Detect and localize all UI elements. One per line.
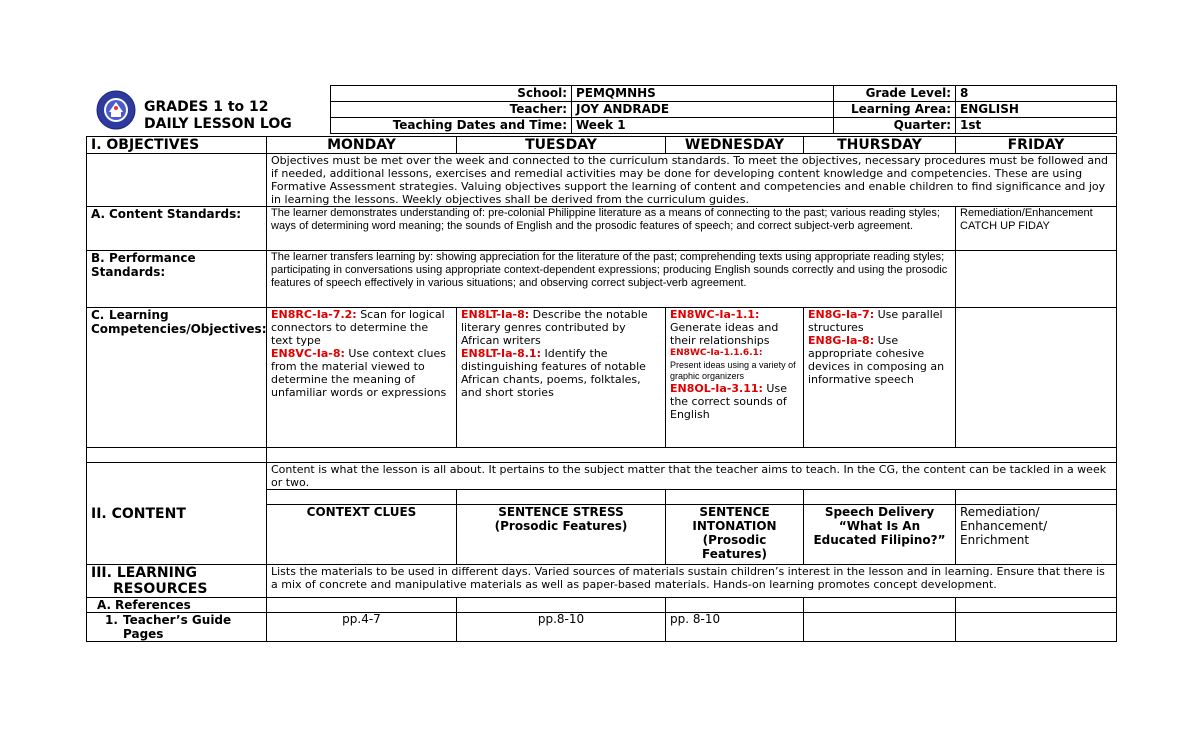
- learning-resources-description: Lists the materials to be used in different days. Varied sources of materials sustain children’s interest in the lesson and in learning. Ensure that there is a mix of concrete and manipulative materials as well as paper-based materials. Hands-on learning promotes concept development.: [267, 565, 1117, 598]
- content-friday-line2: Enhancement/: [960, 519, 1048, 533]
- tg-pages-tuesday: pp.8-10: [457, 613, 666, 642]
- competency-code: EN8LT-Ia-8.1:: [461, 347, 541, 360]
- blank-cell: [267, 598, 457, 613]
- competencies-wednesday: [666, 308, 804, 448]
- day-tuesday: TUESDAY: [457, 137, 666, 154]
- title-line-2: DAILY LESSON LOG: [144, 116, 292, 132]
- content-thursday: [804, 505, 956, 565]
- references-label: [87, 598, 267, 613]
- competencies-friday: [956, 308, 1117, 448]
- objectives-blank-cell: [87, 154, 267, 207]
- day-thursday: THURSDAY: [804, 137, 956, 154]
- content-tuesday: [457, 505, 666, 565]
- content-friday-line1: Remediation/: [960, 505, 1040, 519]
- blank-cell: [457, 490, 666, 505]
- teachers-guide-label-line2: Pages: [123, 627, 164, 641]
- competency-text: Use context clues from the material viewed to determine the meaning of unfamiliar words or expressions: [271, 347, 447, 399]
- resources-heading-line2: RESOURCES: [113, 581, 208, 597]
- competency-code: EN8G-Ia-7:: [808, 308, 875, 321]
- blank-cell: [457, 598, 666, 613]
- content-thursday-line2: “What Is An: [838, 519, 921, 533]
- competency-text: Identify the distinguishing features of notable African chants, poems, folktales, and short stories: [461, 347, 646, 399]
- tg-pages-thursday: [804, 613, 956, 642]
- learning-resources-heading: [87, 565, 267, 598]
- log-title: [144, 99, 292, 133]
- competencies-tuesday: [457, 308, 666, 448]
- content-tuesday-line1: SENTENCE STRESS: [498, 505, 624, 519]
- content-friday-line3: Enrichment: [960, 533, 1030, 547]
- competency-code: EN8RC-Ia-7.2:: [271, 308, 357, 321]
- competency-code: EN8LT-Ia-8:: [461, 308, 530, 321]
- title-line-1: GRADES 1 to 12: [144, 99, 269, 115]
- learning-area-label: Learning Area:: [834, 102, 956, 118]
- objectives-heading: I. OBJECTIVES: [87, 137, 267, 154]
- competencies-label-text: Learning Competencies/Objectives:: [91, 308, 267, 336]
- school-label: School:: [331, 86, 572, 102]
- teachers-guide-marker: 1.: [105, 613, 118, 627]
- content-thursday-line3: Educated Filipino?”: [813, 533, 946, 547]
- performance-standards-text: The learner transfers learning by: showing appreciation for the literature of the past; comprehending texts using appropriate reading styles; participating in conversations using appropriate context-dependent expressions; producing English sounds correctly and using the prosodic features of speech effectively in various situations; and observing correct subject-verb agreement.: [267, 251, 956, 308]
- blank-cell: [267, 490, 457, 505]
- competency-text: Scan for logical connectors to determine the text type: [271, 308, 445, 347]
- teaching-dates-value: Week 1: [572, 118, 834, 134]
- performance-standards-marker: B.: [91, 251, 105, 265]
- day-wednesday: WEDNESDAY: [666, 137, 804, 154]
- content-wednesday-line1: SENTENCE: [699, 505, 770, 519]
- teacher-value: JOY ANDRADE: [572, 102, 834, 118]
- content-tuesday-line2: (Prosodic Features): [494, 519, 628, 533]
- performance-standards-label: [87, 251, 267, 308]
- references-label-text: References: [115, 598, 191, 612]
- references-marker: A.: [97, 598, 112, 612]
- content-heading: II. CONTENT: [87, 463, 267, 565]
- blank-cell: [666, 598, 804, 613]
- tg-pages-monday: pp.4-7: [267, 613, 457, 642]
- header-info-table: [330, 85, 1117, 134]
- blank-cell: [804, 490, 956, 505]
- lesson-table: [86, 136, 1117, 642]
- deped-seal-icon: [96, 90, 136, 130]
- spacer-cell: [87, 448, 267, 463]
- day-friday: FRIDAY: [956, 137, 1117, 154]
- grade-level-label: Grade Level:: [834, 86, 956, 102]
- quarter-value: 1st: [956, 118, 1117, 134]
- competency-text: Use parallel structures: [808, 308, 943, 334]
- content-friday: [956, 505, 1117, 565]
- competency-text: Generate ideas and their relationships: [670, 321, 779, 347]
- competencies-marker: C.: [91, 308, 105, 322]
- content-thursday-line1: Speech Delivery: [824, 505, 935, 519]
- teachers-guide-label: [87, 613, 267, 642]
- competency-code: EN8WC-Ia-1.1:: [670, 308, 760, 321]
- content-wednesday: [666, 505, 804, 565]
- blank-cell: [666, 490, 804, 505]
- competencies-thursday: [804, 308, 956, 448]
- performance-standards-friday: [956, 251, 1117, 308]
- content-standards-friday: [956, 207, 1117, 251]
- tg-pages-wednesday: pp. 8-10: [666, 613, 804, 642]
- blank-cell: [956, 598, 1117, 613]
- grade-level-value: 8: [956, 86, 1117, 102]
- competency-text: Describe the notable literary genres contributed by African writers: [461, 308, 648, 347]
- header: [86, 85, 1116, 136]
- teacher-label: Teacher:: [331, 102, 572, 118]
- competency-text: Use the correct sounds of English: [670, 382, 787, 421]
- content-description: Content is what the lesson is all about. It pertains to the subject matter that the teacher aims to teach. In the CG, the content can be tackled in a week or two.: [267, 463, 1117, 490]
- content-standards-marker: A.: [91, 207, 106, 221]
- competency-code: EN8OL-Ia-3.11:: [670, 382, 763, 395]
- content-wednesday-line2: INTONATION: [692, 519, 777, 533]
- blank-cell: [956, 490, 1117, 505]
- teaching-dates-label: Teaching Dates and Time:: [331, 118, 572, 134]
- content-standards-label-text: Content Standards:: [109, 207, 242, 221]
- competency-text: Present ideas using a variety of graphic organizers: [670, 360, 796, 381]
- content-wednesday-line3: (Prosodic: [702, 533, 767, 547]
- content-monday: CONTEXT CLUES: [267, 505, 457, 565]
- school-value: PEMQMNHS: [572, 86, 834, 102]
- blank-cell: [804, 598, 956, 613]
- spacer-cell: [267, 448, 1117, 463]
- friday-remediation-label: Remediation/Enhancement: [960, 207, 1093, 219]
- friday-catch-up-label: CATCH UP FIDAY: [960, 220, 1050, 232]
- competency-code: EN8G-Ia-8:: [808, 334, 875, 347]
- content-standards-label: [87, 207, 267, 251]
- daily-lesson-log: [86, 85, 1116, 641]
- quarter-label: Quarter:: [834, 118, 956, 134]
- teachers-guide-label-line1: Teacher’s Guide: [123, 613, 232, 627]
- competencies-monday: [267, 308, 457, 448]
- content-wednesday-line4: Features): [702, 547, 767, 561]
- competencies-label: [87, 308, 267, 448]
- resources-heading-line1: III. LEARNING: [91, 565, 198, 581]
- learning-area-value: ENGLISH: [956, 102, 1117, 118]
- day-monday: MONDAY: [267, 137, 457, 154]
- content-standards-text: The learner demonstrates understanding of: pre-colonial Philippine literature as a means of connecting to the past; various reading styles; ways of determining word meaning; the sounds of English and the prosodic features of speech; and correct subject-verb agreement.: [267, 207, 956, 251]
- objectives-description: Objectives must be met over the week and connected to the curriculum standards. To meet the objectives, necessary procedures must be followed and if needed, additional lessons, exercises and remedial activities may be done for developing content knowledge and competencies. These are using Formative Assessment strategies. Valuing objectives support the learning of content and competencies and enable children to find significance and joy in learning the lessons. Weekly objectives shall be derived from the curriculum guides.: [267, 154, 1117, 207]
- performance-standards-label-text: Performance Standards:: [91, 251, 196, 279]
- competency-code: EN8WC-Ia-1.1.6.1:: [670, 348, 763, 358]
- competency-text: Use appropriate cohesive devices in composing an informative speech: [808, 334, 945, 386]
- tg-pages-friday: [956, 613, 1117, 642]
- competency-code: EN8VC-Ia-8:: [271, 347, 345, 360]
